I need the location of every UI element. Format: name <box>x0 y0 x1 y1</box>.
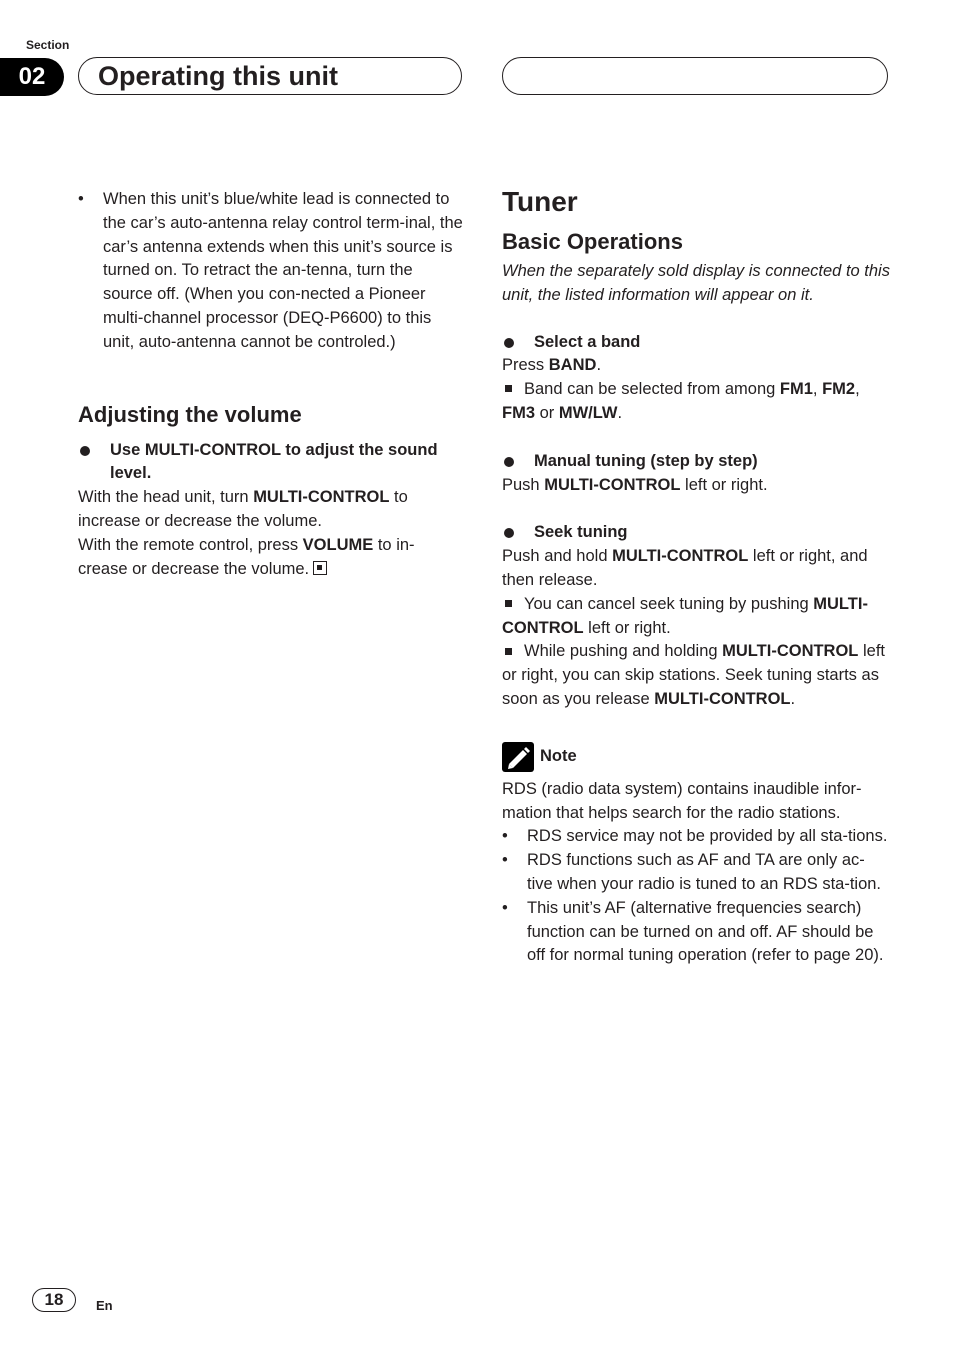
band-note: Band can be selected from among FM1, FM2, FM3 or MW/LW. <box>502 380 860 422</box>
seek-tuning-text: Push and hold MULTI-CONTROL left or right, and then release. <box>502 547 868 589</box>
bullet-mark: • <box>502 898 508 917</box>
seek-note-cancel: You can cancel seek tuning by pushing MULTI-CONTROL left or right. <box>502 594 868 637</box>
language-code: En <box>96 1298 113 1313</box>
page-number: 18 <box>32 1288 76 1312</box>
header-empty-frame <box>502 57 888 95</box>
square-bullet-icon <box>505 600 512 607</box>
note-bullet: • RDS service may not be provided by all sta-tions. <box>502 825 890 849</box>
volume-step: Use MULTI-CONTROL to adjust the sound level. <box>78 439 464 487</box>
antenna-bullet <box>78 188 464 355</box>
note-header <box>502 742 890 772</box>
square-bullet-icon <box>505 385 512 392</box>
band-step: Select a band <box>502 331 890 355</box>
antenna-bullet-text: When this unit’s blue/white lead is connected to the car’s auto-antenna relay control term-inal, the car’s antenna extends when this unit’s source is turned on. To retract the an-tenna, turn the source off. (When you con-nected a Pioneer multi-channel processor (DEQ-P6600) to this unit, auto-antenna cannot be controled.) <box>103 190 463 351</box>
note-bullet: • RDS functions such as AF and TA are only ac-tive when your radio is tuned to an RDS sta-tion. <box>502 849 890 897</box>
bullet-mark: • <box>502 827 508 846</box>
volume-heading: Adjusting the volume <box>78 401 302 427</box>
volume-head-unit-text: With the head unit, turn MULTI-CONTROL to increase or decrease the volume. <box>78 488 408 530</box>
basic-operations-heading: Basic Operations <box>502 229 683 254</box>
seek-tuning-step: Seek tuning <box>502 521 890 545</box>
square-bullet-icon <box>505 648 512 655</box>
seek-note-skip: While pushing and holding MULTI-CONTROL left or right, you can skip stations. Seek tuning starts as soon as you release MULTI-CONTROL. <box>502 642 885 708</box>
band-press-text: Press BAND. <box>502 356 602 375</box>
note-title: Note <box>540 746 577 765</box>
note-text: RDS (radio data system) contains inaudible infor-mation that helps search for the radio stations. <box>502 779 862 822</box>
end-mark-icon <box>313 561 327 575</box>
section-label: Section <box>26 38 70 52</box>
manual-tuning-text: Push MULTI-CONTROL left or right. <box>502 475 768 494</box>
manual-tuning-step: Manual tuning (step by step) <box>502 450 890 474</box>
left-column <box>78 188 464 581</box>
pencil-note-icon <box>502 742 534 772</box>
basic-intro: When the separately sold display is connected to this unit, the listed information will appear on it. <box>502 262 890 304</box>
tuner-heading: Tuner <box>502 186 578 217</box>
bullet-mark: • <box>78 190 84 208</box>
volume-remote-text: With the remote control, press VOLUME to in-crease or decrease the volume. <box>78 535 415 578</box>
section-number-badge: 02 <box>0 58 64 96</box>
bullet-mark: • <box>502 851 508 870</box>
right-column <box>502 186 890 968</box>
note-bullet: • This unit’s AF (alternative frequencies search) function can be turned on and off. AF should be off for normal tuning operation (refer to page 20). <box>502 897 890 968</box>
page-title: Operating this unit <box>98 61 338 91</box>
